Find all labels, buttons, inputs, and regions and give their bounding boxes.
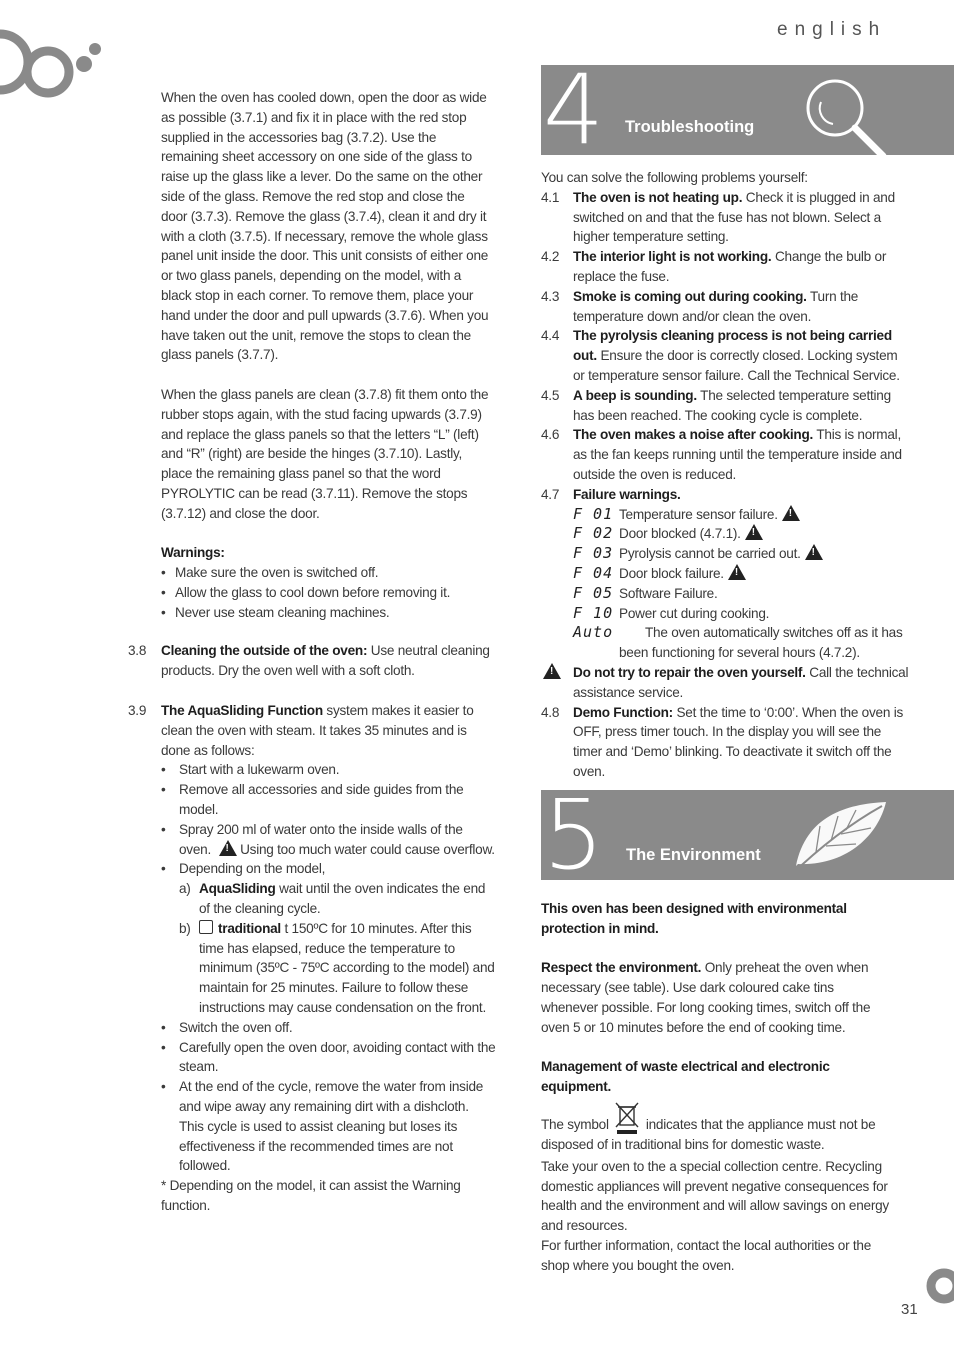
section-heading: Cleaning the outside of the oven:	[161, 643, 368, 658]
corner-circle-logo	[922, 1266, 954, 1308]
sub-item-a: a) AquaSliding wait until the oven indicates the end of the cleaning cycle.	[179, 881, 486, 916]
left-column	[161, 88, 493, 623]
trouble-item: 4.2 The interior light is not working. Change the bulb or replace the fuse.	[541, 249, 887, 284]
repair-warning: ! Do not try to repair the oven yourself. Call the technical assistance service.	[541, 663, 909, 703]
weee-title: Management of waste electrical and electronic equipment.	[541, 1059, 830, 1095]
trouble-item: 4.8 Demo Function: Set the time to ‘0:00’. When the oven is OFF, press timer touch. In the display you will see the timer and ‘Demo’ blinking. To deactivate it switch off the oven.	[541, 704, 904, 779]
list-item: • Carefully open the oven door, avoiding contact with the steam.	[161, 1038, 496, 1078]
list-item: • Allow the glass to cool down before removing it.	[161, 583, 493, 603]
failure-code-row: F 02 Door blocked (4.7.1).!	[573, 524, 909, 544]
failure-code-row: F 03 Pyrolysis cannot be carried out.!	[573, 544, 909, 564]
section-5-banner	[541, 790, 954, 880]
leaf-icon	[786, 796, 896, 880]
failure-code-row: F 04 Door block failure.!	[573, 564, 909, 584]
section-4-banner	[541, 65, 954, 155]
paragraph: When the glass panels are clean (3.7.8) fit them onto the rubber stops again, with the stud facing upwards (3.7.9) and replace the glass panels so that the letters “L” (left) and “R” (right) are beside the hinges (3.7.10). Lastly, place the remaining glass panel so that the word PYROLYTIC can be read (3.7.11). Remove the stops (3.7.12) and close the door.	[161, 386, 489, 521]
trouble-item: 4.7 Failure warnings.	[541, 486, 681, 502]
warning-icon	[543, 663, 561, 679]
list-item: • Depending on the model, a) AquaSliding wait until the oven indicates the end of the cleaning cycle. b) traditional t 150ºC for 10 minutes. After this time has elapsed, reduce the temperature to minimum (35ºC - 75ºC according to the model) and maintain for 25 minutes. Failure to follow these instructions may cause condensation on the front.	[161, 859, 496, 1017]
section-text: system makes it easier to clean the oven with steam. It takes 35 minutes and is done as follows:	[161, 703, 474, 758]
trouble-item: 4.5 A beep is sounding. The selected temperature setting has been reached. The cooking cycle is complete.	[541, 387, 891, 423]
trouble-item: 4.1 The oven is not heating up. Check it is plugged in and switched on and that the fuse has not blown. Select a higher temperature setting.	[541, 189, 895, 245]
list-item: • Never use steam cleaning machines.	[161, 603, 493, 623]
section-number: 3.8	[128, 643, 147, 658]
paragraph: The symbol indicates that the appliance must not be disposed of in traditional bins for domestic waste.	[541, 1115, 893, 1155]
section-3-9	[128, 701, 496, 1216]
section-title: The Environment	[626, 846, 761, 864]
failure-code-row: Auto The oven automatically switches off as it has been functioning for several hours (4.7.2).	[573, 623, 903, 661]
aquasliding-steps	[161, 760, 496, 1176]
warning-icon	[219, 840, 237, 856]
failure-codes	[541, 505, 909, 663]
section-number: 5	[543, 790, 605, 880]
magnifier-icon	[799, 70, 899, 155]
section-heading: The AquaSliding Function	[161, 703, 323, 718]
sub-item-b: b) traditional t 150ºC for 10 minutes. After this time has elapsed, reduce the temperature to minimum (35ºC - 75ºC according to the model) and maintain for 25 minutes. Failure to follow these instructions may cause condensation on the front.	[179, 920, 495, 1015]
trouble-item: 4.4 The pyrolysis cleaning process is not being carried out. Ensure the door is correctly closed. Locking system or temperature sensor failure. Call the Technical Service.	[541, 328, 900, 383]
list-item: • Switch the oven off.	[161, 1018, 496, 1038]
intro-text: You can solve the following problems yourself:	[541, 170, 808, 185]
warnings-title: Warnings:	[161, 545, 225, 561]
section-number: 3.9	[128, 703, 147, 718]
list-item: • Start with a lukewarm oven.	[161, 760, 496, 780]
section-title: Troubleshooting	[625, 118, 755, 136]
section-3-8	[128, 641, 496, 681]
crossed-bin-icon	[614, 1101, 640, 1135]
warning-icon	[805, 544, 823, 560]
language-label: english	[777, 19, 887, 40]
troubleshooting-content	[541, 168, 909, 782]
env-intro: This oven has been designed with environmental protection in mind.	[541, 901, 847, 936]
trouble-item: 4.3 Smoke is coming out during cooking. Turn the temperature down and/or clean the oven.	[541, 288, 859, 324]
list-item: • Make sure the oven is switched off.	[161, 563, 493, 583]
warnings-list	[161, 563, 493, 622]
page-number: 31	[901, 1301, 918, 1318]
traditional-mode-icon	[199, 920, 213, 934]
section-text: Use neutral cleaning products. Dry the oven well with a soft cloth.	[161, 643, 490, 678]
paragraph: When the oven has cooled down, open the door as wide as possible (3.7.1) and fix it in place with the red stop supplied in the accessories bag (3.7.2). Use the remaining sheet accessory on one side of the glass to raise up the glass like a lever. Do the same on the other side of the glass. Remove the red stop and close the door (3.7.3). Remove the glass (3.7.4), clean it and dry it with a cloth (3.7.5). If necessary, remove the whole glass panel unit inside the door. This unit consists of either one or two glass panels, depending on the model, with a black stop in each corner. To remove them, place your hand under the door and pull upwards (3.7.6). When you have taken out the unit, remove the stops to clean the glass panels (3.7.7).	[161, 90, 489, 363]
warning-icon	[728, 564, 746, 580]
paragraph: Take your oven to the a special collection centre. Recycling domestic appliances will prevent negative consequences for health and the environment and will allow savings on energy and resources.	[541, 1158, 889, 1234]
failure-code-row: F 10 Power cut during cooking.	[573, 603, 770, 622]
paragraph: For further information, contact the local authorities or the shop where you bought the oven.	[541, 1237, 872, 1273]
paragraph: Respect the environment. Only preheat the oven when necessary (see table). Use dark coloured cake tins whenever possible. For long cooking times, switch off the oven 5 or 10 minutes before the end of cooking time.	[541, 960, 871, 1035]
warning-icon	[745, 524, 763, 540]
list-item: • Spray 200 ml of water onto the inside walls of the oven. ! Using too much water could cause overflow.	[161, 820, 496, 860]
warning-icon	[782, 505, 800, 521]
section-number: 4	[543, 65, 605, 155]
environment-content	[541, 899, 893, 1276]
list-item: • At the end of the cycle, remove the water from inside and wipe away any remaining dirt with a dishcloth. This cycle is used to assist cleaning but loses its effectiveness if the recommended times are not followed.	[161, 1077, 496, 1176]
list-item: • Remove all accessories and side guides from the model.	[161, 780, 496, 820]
footnote: * Depending on the model, it can assist the Warning function.	[161, 1178, 461, 1213]
failure-code-row: F 05 Software Failure.	[573, 583, 718, 602]
trouble-item: 4.6 The oven makes a noise after cooking. This is normal, as the fan keeps running until the temperature inside and outside the oven is reduced.	[541, 427, 902, 482]
brand-circles-logo	[0, 20, 110, 110]
failure-code-row: F 01 Temperature sensor failure.!	[573, 505, 909, 525]
